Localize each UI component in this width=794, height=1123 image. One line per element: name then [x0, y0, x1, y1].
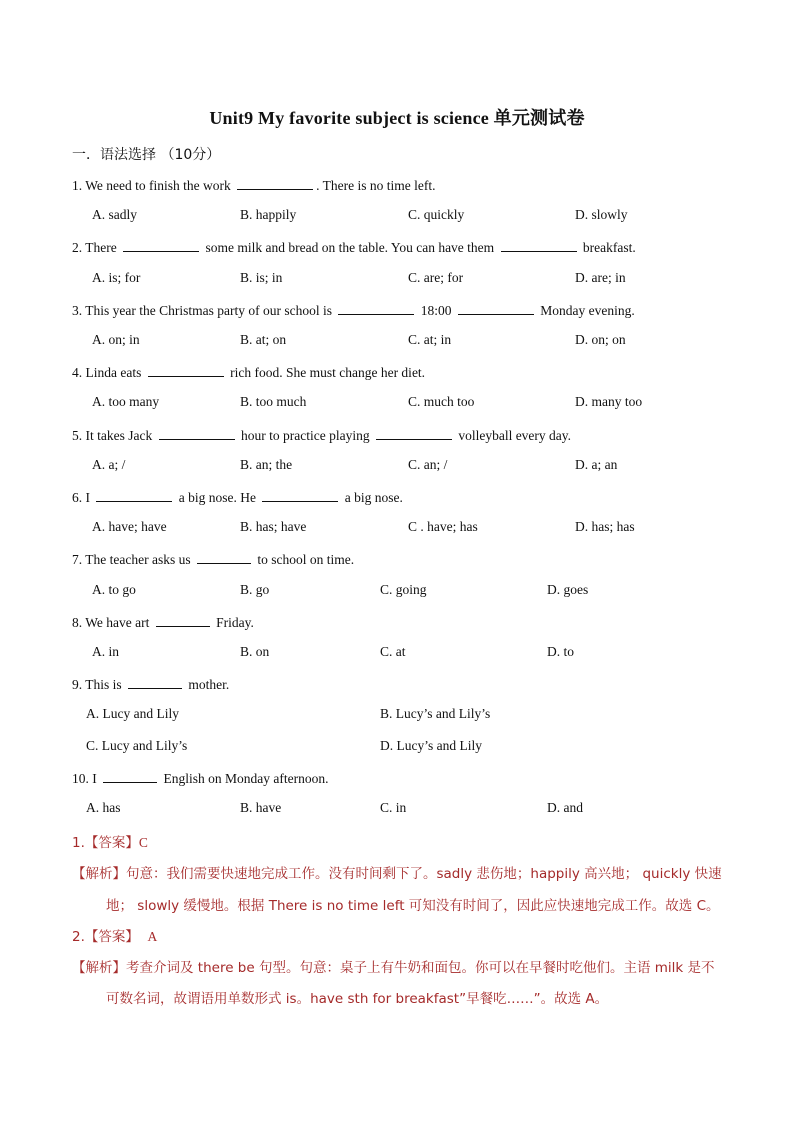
answer-blank[interactable]	[123, 238, 199, 252]
question-10	[72, 769, 328, 787]
answer-blank[interactable]	[159, 426, 235, 440]
answer-label: 2.【答案】	[72, 929, 139, 945]
question-text: a big nose. He	[175, 490, 260, 505]
explanation-1-line-2: 地； slowly 缓慢地。根据 There is no time left 可知没有时间了，因此应快速地完成工作。故选 C。	[106, 898, 720, 914]
question-7	[72, 550, 354, 568]
question-text: 7. The teacher asks us	[72, 552, 194, 567]
option-b[interactable]: B. on	[240, 644, 270, 659]
option-b[interactable]: B. at; on	[240, 332, 287, 347]
answer-blank[interactable]	[501, 238, 577, 252]
option-b[interactable]: B. go	[240, 582, 270, 597]
option-b[interactable]: B. Lucy’s and Lily’s	[380, 706, 491, 721]
option-d[interactable]: D. Lucy’s and Lily	[380, 738, 482, 753]
answer-blank[interactable]	[103, 769, 157, 783]
option-c[interactable]: C. in	[380, 800, 407, 815]
option-c[interactable]: C. much too	[408, 394, 475, 409]
question-6	[72, 488, 403, 506]
answer-blank[interactable]	[338, 301, 414, 315]
option-c[interactable]: C. at; in	[408, 332, 452, 347]
option-d[interactable]: D. and	[547, 800, 583, 815]
option-c[interactable]: C. going	[380, 582, 427, 597]
answer-blank[interactable]	[156, 613, 210, 627]
option-b[interactable]: B. is; in	[240, 270, 283, 285]
explanation-1-line-1: 【解析】句意：我们需要快速地完成工作。没有时间剩下了。sadly 悲伤地；happily 高兴地； quickly 快速	[72, 866, 722, 882]
question-text: 9. This is	[72, 677, 126, 692]
answer-2	[72, 925, 157, 945]
question-text: 18:00	[417, 303, 455, 318]
section-heading: 一．语法选择 （10分）	[72, 147, 221, 163]
option-d[interactable]: D. many too	[575, 394, 643, 409]
question-text: mother.	[185, 677, 230, 692]
option-a[interactable]: A. has	[86, 800, 121, 815]
question-text: Monday evening.	[536, 303, 635, 318]
explanation-2-line-2: 可数名词，故谓语用单数形式 is。have sth for breakfast”早餐吃……”。故选 A。	[106, 991, 609, 1007]
question-text: 5. It takes Jack	[72, 428, 156, 443]
question-text: . There is no time left.	[316, 178, 436, 193]
answer-blank[interactable]	[237, 176, 313, 190]
option-d[interactable]: D. on; on	[575, 332, 626, 347]
option-c[interactable]: C. quickly	[408, 207, 465, 222]
option-d[interactable]: D. a; an	[575, 457, 618, 472]
answer-value: C	[138, 835, 148, 850]
question-text: 1. We need to finish the work	[72, 178, 235, 193]
question-text: Friday.	[212, 615, 254, 630]
option-b[interactable]: B. has; have	[240, 519, 307, 534]
question-text: 6. I	[72, 490, 94, 505]
answer-label: 1.【答案】	[72, 835, 139, 851]
option-c[interactable]: C . have; has	[408, 519, 478, 534]
question-text: hour to practice playing	[237, 428, 373, 443]
question-text: breakfast.	[579, 240, 636, 255]
option-d[interactable]: D. goes	[547, 582, 589, 597]
question-8	[72, 613, 254, 631]
option-a[interactable]: A. sadly	[92, 207, 137, 222]
option-a[interactable]: A. Lucy and Lily	[86, 706, 179, 721]
question-text: volleyball every day.	[454, 428, 572, 443]
question-5	[72, 426, 571, 444]
answer-blank[interactable]	[148, 363, 224, 377]
question-text: 8. We have art	[72, 615, 153, 630]
answer-blank[interactable]	[96, 488, 172, 502]
answer-1	[72, 831, 148, 851]
question-text: 3. This year the Christmas party of our school is	[72, 303, 336, 318]
option-b[interactable]: B. an; the	[240, 457, 293, 472]
option-a[interactable]: A. in	[92, 644, 119, 659]
option-c[interactable]: C. are; for	[408, 270, 464, 285]
option-d[interactable]: D. are; in	[575, 270, 626, 285]
question-text: a big nose.	[341, 490, 403, 505]
question-1	[72, 176, 436, 194]
answer-value: A	[147, 929, 158, 944]
question-text: English on Monday afternoon.	[160, 771, 329, 786]
answer-blank[interactable]	[262, 488, 338, 502]
question-text: to school on time.	[253, 552, 355, 567]
answer-blank[interactable]	[128, 675, 182, 689]
question-3	[72, 301, 635, 319]
answer-blank[interactable]	[458, 301, 534, 315]
answer-blank[interactable]	[197, 550, 251, 564]
option-b[interactable]: B. too much	[240, 394, 307, 409]
answer-blank[interactable]	[376, 426, 452, 440]
option-d[interactable]: D. has; has	[575, 519, 635, 534]
explanation-2-line-1: 【解析】考查介词及 there be 句型。句意：桌子上有牛奶和面包。你可以在早餐时吃他们。主语 milk 是不	[72, 960, 715, 976]
question-text: 4. Linda eats	[72, 365, 145, 380]
page-title: Unit9 My favorite subject is science 单元测试卷	[209, 108, 585, 128]
option-c[interactable]: C. at	[380, 644, 406, 659]
option-a[interactable]: A. too many	[92, 394, 160, 409]
question-2	[72, 238, 636, 256]
option-a[interactable]: A. is; for	[92, 270, 141, 285]
option-c[interactable]: C. Lucy and Lily’s	[86, 738, 188, 753]
option-a[interactable]: A. on; in	[92, 332, 140, 347]
question-9	[72, 675, 229, 693]
option-a[interactable]: A. to go	[92, 582, 136, 597]
option-d[interactable]: D. to	[547, 644, 574, 659]
question-text: some milk and bread on the table. You can have them	[202, 240, 498, 255]
option-a[interactable]: A. have; have	[92, 519, 167, 534]
option-b[interactable]: B. have	[240, 800, 282, 815]
option-c[interactable]: C. an; /	[408, 457, 448, 472]
option-a[interactable]: A. a; /	[92, 457, 126, 472]
question-4	[72, 363, 425, 381]
question-text: rich food. She must change her diet.	[226, 365, 426, 380]
option-b[interactable]: B. happily	[240, 207, 297, 222]
question-text: 10. I	[72, 771, 101, 786]
option-d[interactable]: D. slowly	[575, 207, 628, 222]
question-text: 2. There	[72, 240, 121, 255]
